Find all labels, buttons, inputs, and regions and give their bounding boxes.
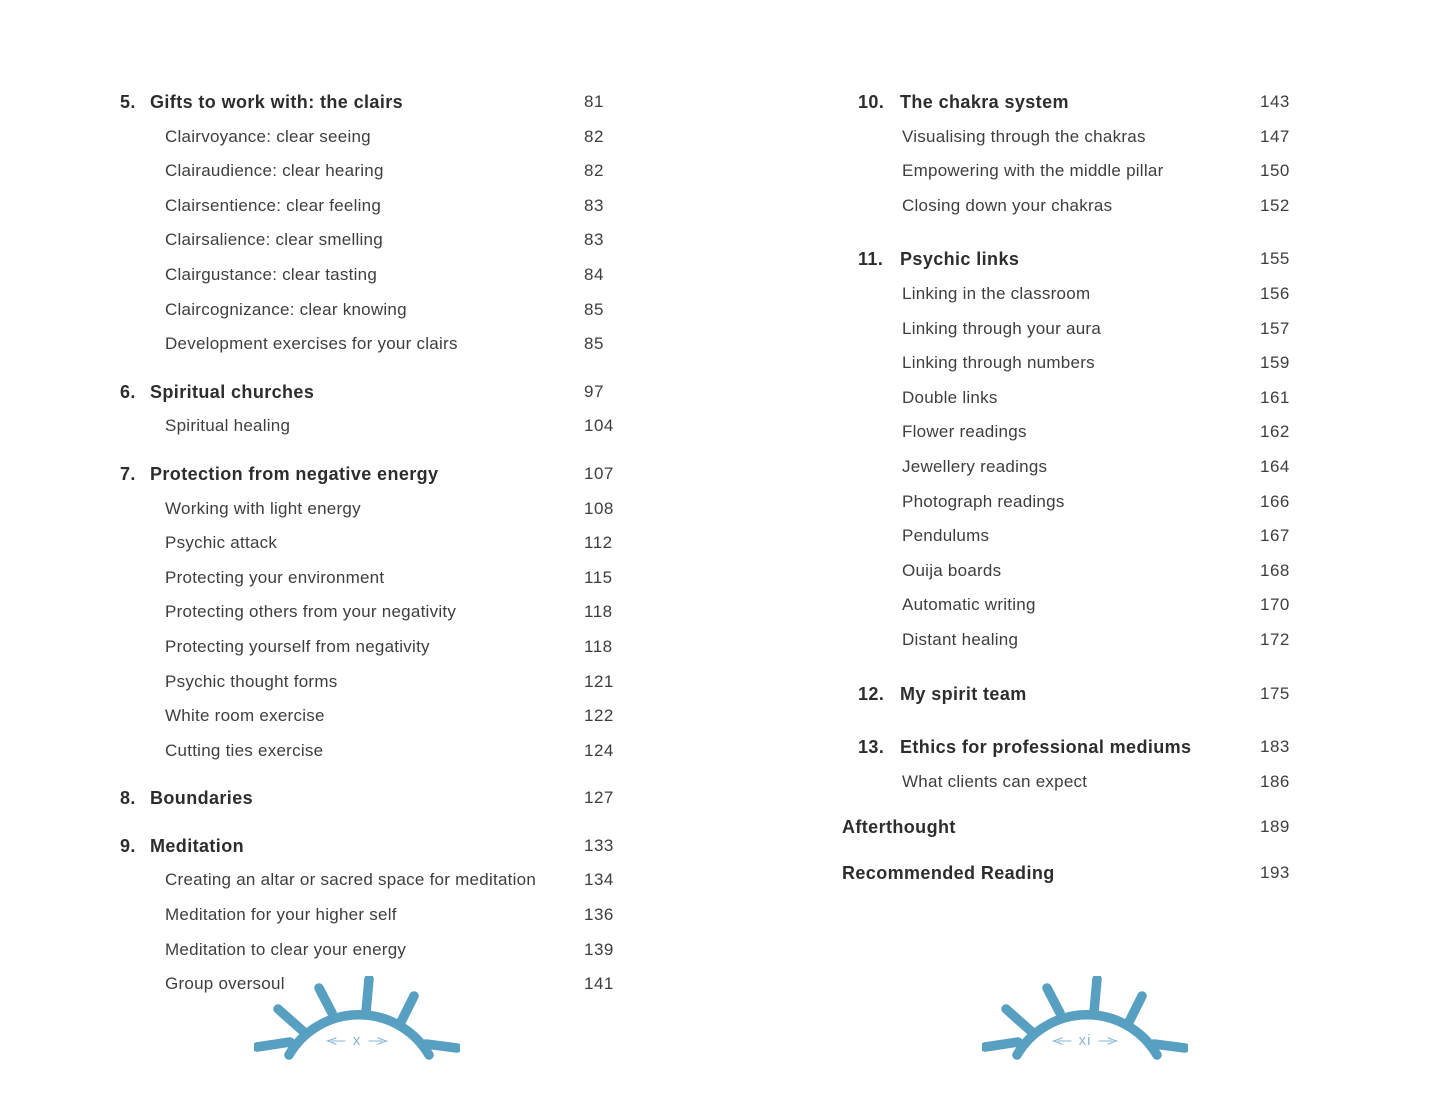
toc-entry <box>120 526 630 561</box>
sunrise-ornament-left <box>254 976 460 1060</box>
entry-title: Ouija boards <box>902 560 1002 580</box>
chapter-number: 5. <box>120 92 136 112</box>
toc-entry <box>842 485 1302 520</box>
entry-title: Photograph readings <box>902 491 1065 511</box>
entry-title: Distant healing <box>902 629 1019 649</box>
entry-title: Protecting your environment <box>165 567 385 587</box>
toc-entry <box>842 519 1302 554</box>
entry-page-number: 166 <box>1260 491 1290 511</box>
toc-entry <box>120 699 630 734</box>
toc-entry <box>120 223 630 258</box>
folio-right <box>982 1032 1188 1050</box>
folio-roman-numeral: xi <box>1078 1032 1092 1049</box>
toc-entry <box>120 120 630 155</box>
entry-title: The chakra system <box>900 92 1069 112</box>
entry-page-number: 167 <box>1260 526 1290 546</box>
entry-page-number: 85 <box>584 334 604 354</box>
entry-page-number: 84 <box>584 264 604 284</box>
chapter-number: 9. <box>120 835 136 856</box>
entry-title: Boundaries <box>150 788 254 809</box>
entry-title: What clients can expect <box>902 771 1088 791</box>
folio-left <box>254 1032 460 1050</box>
entry-title: Ethics for professional mediums <box>900 737 1192 758</box>
toc-entry <box>842 765 1302 800</box>
chapter-number: 8. <box>120 788 136 809</box>
entry-page-number: 85 <box>584 299 604 319</box>
entry-page-number: 108 <box>584 498 614 518</box>
entry-page-number: 83 <box>584 195 604 215</box>
entry-page-number: 143 <box>1260 92 1290 111</box>
entry-title: Meditation to clear your energy <box>165 939 407 959</box>
toc-page-left <box>120 85 630 1002</box>
toc-entry <box>120 595 630 630</box>
entry-title: Double links <box>902 387 998 407</box>
entry-title: Afterthought <box>842 817 956 838</box>
entry-title: Meditation for your higher self <box>165 905 397 925</box>
flourish-icon <box>1052 1036 1072 1046</box>
entry-title: Gifts to work with: the clairs <box>150 92 404 112</box>
entry-title: My spirit team <box>900 683 1027 704</box>
toc-entry <box>842 677 1302 712</box>
entry-title: Group oversoul <box>165 974 285 994</box>
entry-title: Recommended Reading <box>842 862 1055 883</box>
toc-entry <box>842 810 1302 845</box>
entry-page-number: 157 <box>1260 318 1290 338</box>
entry-title: Clairvoyance: clear seeing <box>165 126 371 146</box>
chapter-number: 7. <box>120 463 136 484</box>
entry-page-number: 127 <box>584 788 614 808</box>
entry-page-number: 152 <box>1260 195 1290 215</box>
entry-page-number: 83 <box>584 230 604 250</box>
entry-page-number: 141 <box>584 974 614 994</box>
entry-page-number: 82 <box>584 126 604 146</box>
flourish-icon <box>368 1036 388 1046</box>
entry-page-number: 115 <box>584 567 613 587</box>
entry-title: Psychic thought forms <box>165 671 338 691</box>
entry-page-number: 156 <box>1260 283 1290 303</box>
toc-entry <box>842 154 1302 189</box>
toc-entry <box>842 623 1302 658</box>
toc-entry <box>120 293 630 328</box>
chapter-number: 6. <box>120 381 136 402</box>
chapter-number: 13. <box>858 737 885 758</box>
toc-entry <box>120 492 630 527</box>
entry-title: Automatic writing <box>902 595 1036 615</box>
entry-page-number: 122 <box>584 706 614 726</box>
toc-entry <box>842 242 1302 277</box>
flourish-icon <box>326 1036 346 1046</box>
entry-title: Protecting others from your negativity <box>165 602 457 622</box>
folio-roman-numeral: x <box>352 1032 362 1049</box>
toc-entry <box>842 346 1302 381</box>
toc-entry <box>120 561 630 596</box>
entry-title: Flower readings <box>902 422 1027 442</box>
toc-entry <box>842 120 1302 155</box>
entry-title: Linking through your aura <box>902 318 1102 338</box>
toc-entry <box>120 665 630 700</box>
entry-page-number: 159 <box>1260 353 1290 373</box>
entry-page-number: 164 <box>1260 456 1290 476</box>
entry-page-number: 97 <box>584 381 604 401</box>
entry-page-number: 175 <box>1260 683 1290 703</box>
entry-title: Psychic links <box>900 249 1020 270</box>
toc-entry <box>120 829 630 864</box>
entry-page-number: 107 <box>584 463 614 483</box>
entry-page-number: 168 <box>1260 560 1290 580</box>
entry-page-number: 147 <box>1260 126 1290 146</box>
entry-page-number: 121 <box>584 671 614 691</box>
toc-entry <box>842 312 1302 347</box>
entry-title: Linking in the classroom <box>902 283 1091 303</box>
toc-entry <box>120 375 630 410</box>
entry-title: Meditation <box>150 835 244 856</box>
entry-page-number: 134 <box>584 870 614 890</box>
entry-title: Visualising through the chakras <box>902 126 1146 146</box>
entry-title: Spiritual churches <box>150 381 315 402</box>
entry-title: Development exercises for your clairs <box>165 334 458 354</box>
toc-entry <box>120 630 630 665</box>
entry-page-number: 193 <box>1260 862 1290 882</box>
entry-page-number: 186 <box>1260 771 1290 791</box>
entry-page-number: 133 <box>584 835 614 855</box>
toc-entry <box>120 457 630 492</box>
entry-page-number: 112 <box>584 533 613 553</box>
toc-entry <box>120 781 630 816</box>
entry-title: Spiritual healing <box>165 416 291 436</box>
entry-page-number: 150 <box>1260 161 1290 181</box>
toc-entry <box>842 730 1302 765</box>
toc-entry <box>842 381 1302 416</box>
entry-title: Psychic attack <box>165 533 278 553</box>
entry-title: Working with light energy <box>165 498 361 518</box>
toc-entry <box>120 327 630 362</box>
toc-page-right <box>842 85 1302 890</box>
entry-page-number: 161 <box>1260 387 1290 407</box>
entry-title: Creating an altar or sacred space for meditation <box>165 870 537 890</box>
toc-entry <box>120 933 630 968</box>
entry-title: Jewellery readings <box>902 456 1048 476</box>
chapter-number: 10. <box>858 92 885 112</box>
toc-entry <box>120 85 630 120</box>
toc-entry <box>120 734 630 769</box>
toc-entry <box>842 856 1302 891</box>
entry-page-number: 118 <box>584 602 613 622</box>
toc-entry <box>120 863 630 898</box>
toc-entry <box>120 258 630 293</box>
entry-page-number: 183 <box>1260 737 1290 757</box>
entry-page-number: 136 <box>584 905 614 925</box>
chapter-number: 11. <box>858 249 884 270</box>
toc-entry <box>120 189 630 224</box>
sunrise-ornament-right <box>982 976 1188 1060</box>
entry-page-number: 118 <box>584 636 613 656</box>
toc-entry <box>120 898 630 933</box>
entry-title: Pendulums <box>902 526 990 546</box>
entry-title: Claircognizance: clear knowing <box>165 299 407 319</box>
entry-page-number: 162 <box>1260 422 1290 442</box>
entry-title: Protecting yourself from negativity <box>165 636 430 656</box>
entry-title: Linking through numbers <box>902 353 1095 373</box>
entry-title: Clairaudience: clear hearing <box>165 161 384 181</box>
toc-entry <box>120 409 630 444</box>
entry-title: Cutting ties exercise <box>165 740 324 760</box>
entry-title: Closing down your chakras <box>902 195 1113 215</box>
toc-entry <box>842 554 1302 589</box>
entry-page-number: 139 <box>584 939 614 959</box>
entry-title: Clairgustance: clear tasting <box>165 264 378 284</box>
entry-page-number: 170 <box>1260 595 1290 615</box>
entry-page-number: 82 <box>584 161 604 181</box>
entry-page-number: 155 <box>1260 249 1290 269</box>
toc-entry <box>842 189 1302 224</box>
entry-title: Protection from negative energy <box>150 463 439 484</box>
entry-page-number: 189 <box>1260 817 1290 837</box>
entry-title: White room exercise <box>165 706 325 726</box>
entry-page-number: 81 <box>584 92 604 111</box>
toc-entry <box>842 415 1302 450</box>
entry-title: Clairsalience: clear smelling <box>165 230 383 250</box>
entry-page-number: 104 <box>584 416 614 436</box>
toc-entry <box>842 588 1302 623</box>
toc-entry <box>842 450 1302 485</box>
entry-page-number: 172 <box>1260 629 1290 649</box>
entry-title: Empowering with the middle pillar <box>902 161 1164 181</box>
toc-entry <box>120 154 630 189</box>
chapter-number: 12. <box>858 683 885 704</box>
flourish-icon <box>1098 1036 1118 1046</box>
entry-page-number: 124 <box>584 740 614 760</box>
toc-entry <box>842 277 1302 312</box>
entry-title: Clairsentience: clear feeling <box>165 195 382 215</box>
toc-entry <box>842 85 1302 120</box>
